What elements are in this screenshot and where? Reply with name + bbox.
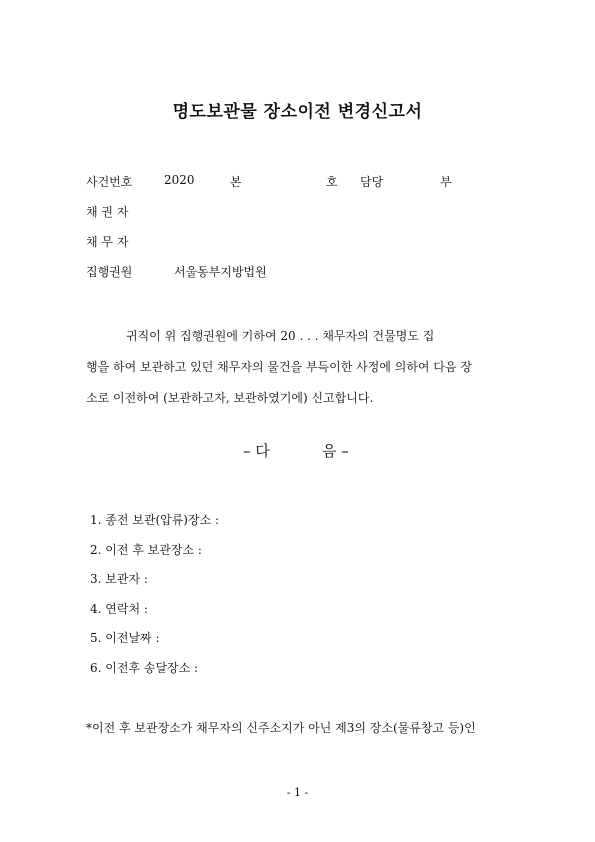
case-bon: 본 <box>230 175 242 189</box>
body-line: 소로 이전하여 (보관하고자, 보관하였기에) 신고합니다. <box>86 391 374 405</box>
case-number-label: 사건번호 <box>86 175 133 189</box>
enforcement-title-value: 서울동부지방법원 <box>174 265 267 279</box>
page-number: - 1 - <box>286 786 309 799</box>
enforcement-title-label: 집행권원 <box>86 265 133 279</box>
list-item: 1. 종전 보관(압류)장소 : <box>90 513 220 527</box>
document-title: 명도보관물 장소이전 변경신고서 <box>172 102 423 122</box>
footnote: *이전 후 보관장소가 채무자의 신주소지가 아닌 제3의 장소(물류창고 등)인 <box>86 721 476 735</box>
section-heading-left: – 다 <box>243 442 270 460</box>
case-damdang: 담당 <box>360 175 384 189</box>
case-ho: 호 <box>326 175 338 189</box>
list-item: 4. 연락처 : <box>90 602 148 616</box>
case-bu: 부 <box>440 175 452 189</box>
case-year: 2020 <box>164 173 195 187</box>
section-heading-right: 음 – <box>322 442 349 460</box>
list-item: 3. 보관자 : <box>90 572 148 586</box>
creditor-label: 채 권 자 <box>86 205 129 219</box>
list-item: 5. 이전날짜 : <box>90 631 160 645</box>
body-paragraph <box>86 321 526 414</box>
list-item: 6. 이전후 송달장소 : <box>90 661 199 675</box>
list-item: 2. 이전 후 보관장소 : <box>90 543 202 557</box>
debtor-label: 채 무 자 <box>86 235 129 249</box>
body-line: 귀직이 위 집행권원에 기하여 20 . . . 채무자의 건물명도 집 <box>126 329 435 343</box>
body-line: 행을 하여 보관하고 있던 채무자의 물건을 부득이한 사정에 의하여 다음 장 <box>86 360 472 374</box>
